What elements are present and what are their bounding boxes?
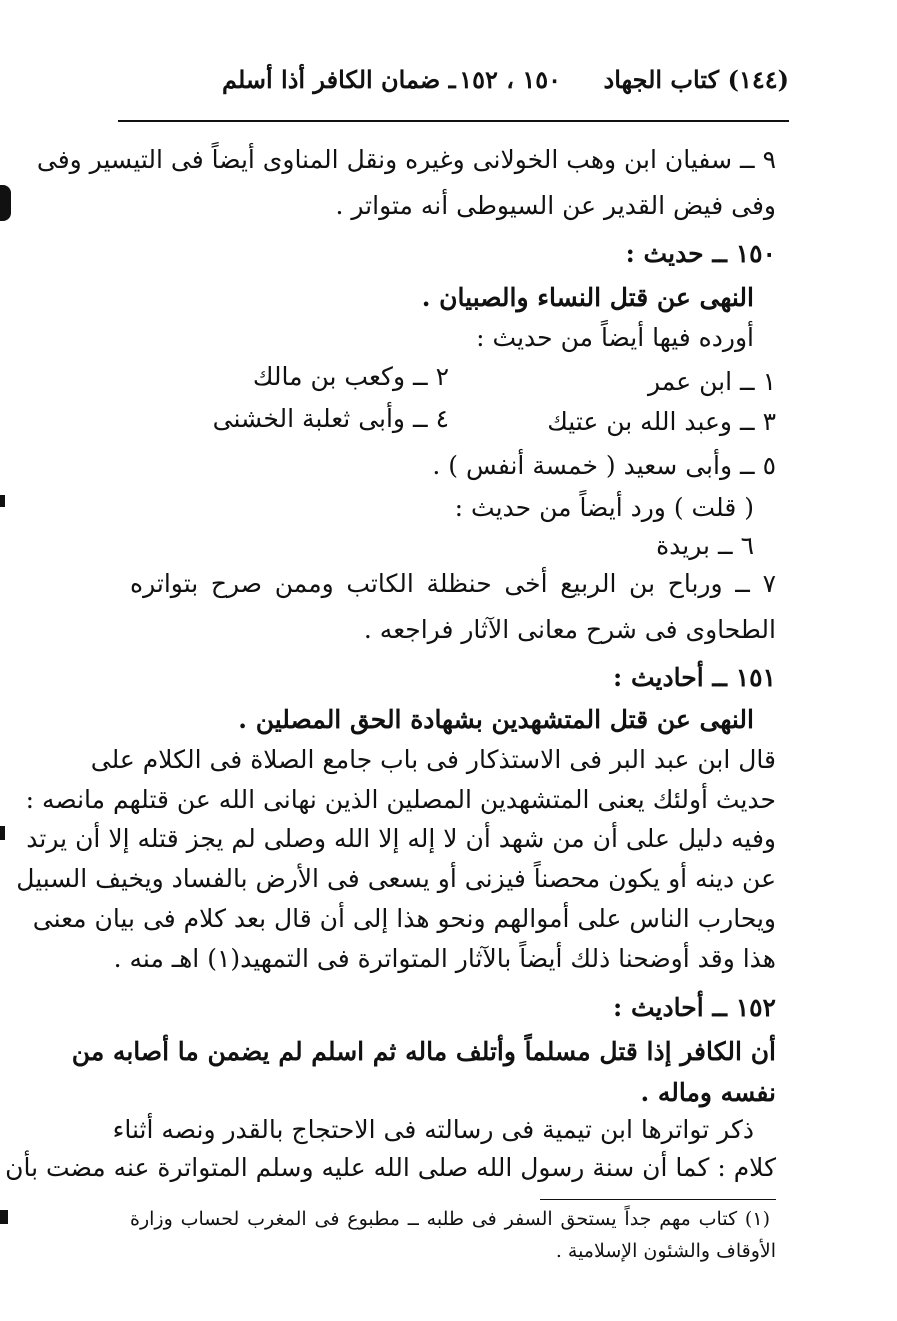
hadith-152-title-cont: نفسه وماله . [640, 1078, 776, 1107]
hadith-150-heading: ١٥٠ ــ حديث : [625, 239, 776, 268]
narrator-item: ١ ــ ابن عمر [647, 367, 776, 396]
header-topic: ـ ضمان الكافر أذا أسلم [222, 65, 456, 94]
text-line: ٩ ــ سفيان ابن وهب الخولانى وغيره ونقل المناوى أيضاً فى التيسير وفى [36, 145, 776, 174]
text-line: وفيه دليل على أن من شهد أن لا إله إلا الله وصلى لم يجز قتله إلا أن يرتد [26, 824, 776, 853]
page-number: (١٤٤) [727, 65, 789, 94]
narrator-item: ٣ ــ وعبد الله بن عتيك [547, 407, 776, 436]
running-header [222, 60, 789, 100]
narrator-item: ٥ ــ وأبى سعيد ( خمسة أنفس ) . [432, 451, 776, 480]
hadith-151-title: النهى عن قتل المتشهدين بشهادة الحق المصلين . [238, 705, 754, 734]
text-line: وفى فيض القدير عن السيوطى أنه متواتر . [335, 191, 776, 220]
footnote-line: الأوقاف والشئون الإسلامية . [555, 1240, 776, 1262]
hadith-150-title: النهى عن قتل النساء والصبيان . [421, 283, 754, 312]
header-hadith-range: ١٥٠ ، ١٥٢ [459, 65, 561, 94]
text-line: هذا وقد أوضحنا ذلك أيضاً بالآثار المتواترة فى التمهيد(١) اهـ منه . [113, 944, 776, 973]
text-line: الطحاوى فى شرح معانى الآثار فراجعه . [363, 615, 776, 644]
text-line: قال ابن عبد البر فى الاستذكار فى باب جامع الصلاة فى الكلام على [90, 745, 776, 774]
hadith-152-heading: ١٥٢ ــ أحاديث : [613, 993, 776, 1022]
scan-edge-mark [0, 185, 11, 221]
footnote-rule [540, 1199, 776, 1200]
text-line: كلام : كما أن سنة رسول الله صلى الله عليه وسلم المتواترة عنه مضت بأن [5, 1153, 776, 1182]
text-line: أورده فيها أيضاً من حديث : [476, 323, 754, 352]
text-line: حديث أولئك يعنى المتشهدين المصلين الذين نهانى الله عن قتلهم مانصه : [25, 785, 776, 814]
scan-edge-mark [0, 495, 5, 507]
text-line: ذكر تواترها ابن تيمية فى رسالته فى الاحتجاج بالقدر ونصه أثناء [112, 1115, 754, 1144]
header-rule [118, 120, 789, 122]
text-line: ٧ ــ ورباح بن الربيع أخى حنظلة الكاتب وممن صرح بتواتره [130, 569, 776, 598]
scan-edge-mark [0, 826, 5, 840]
header-book-title: كتاب الجهاد [603, 65, 719, 94]
text-line: ويحارب الناس على أموالهم ونحو هذا إلى أن قال بعد كلام فى بيان معنى [32, 904, 776, 933]
scan-edge-mark [0, 1210, 8, 1224]
narrator-item: ٤ ــ وأبى ثعلبة الخشنى [212, 404, 449, 433]
narrator-item: ٢ ــ وكعب بن مالك [252, 362, 449, 391]
hadith-152-title: أن الكافر إذا قتل مسلماً وأتلف ماله ثم اسلم لم يضمن ما أصابه من [71, 1037, 776, 1066]
text-line: ( قلت ) ورد أيضاً من حديث : [454, 493, 754, 522]
text-line: عن دينه أو يكون محصناً فيزنى أو يسعى فى الأرض بالفساد ويخيف السبيل [16, 864, 776, 893]
narrator-item: ٦ ــ بريدة [656, 531, 754, 560]
hadith-151-heading: ١٥١ ــ أحاديث : [613, 663, 776, 692]
footnote-line: (١) كتاب مهم جداً يستحق السفر فى طلبه ــ مطبوع فى المغرب لحساب وزارة [130, 1208, 770, 1230]
